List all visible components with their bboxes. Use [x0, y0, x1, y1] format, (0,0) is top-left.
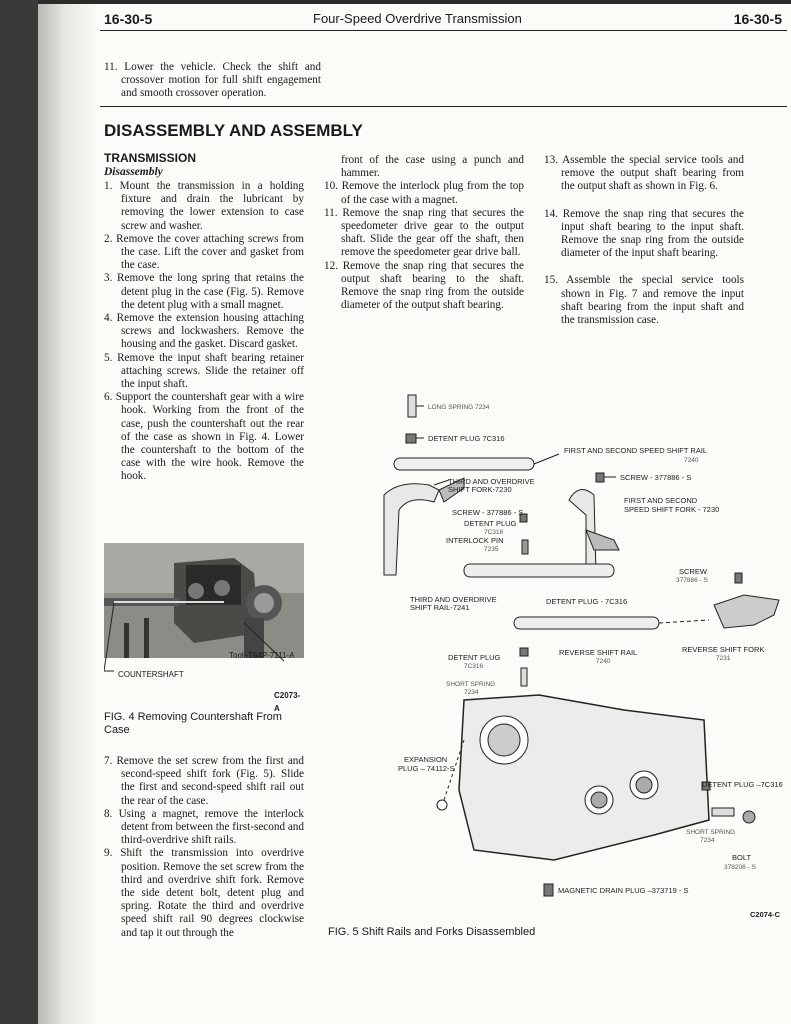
step-15: 15. Assemble the special service tools shown in Fig. 7 and remove the input shaft bearing from the input shaft and the transmission case.	[544, 274, 744, 327]
section-rule	[100, 106, 787, 107]
label-expansion-plug-num: PLUG – 74112-S	[398, 764, 455, 773]
page-title: Four-Speed Overdrive Transmission	[313, 11, 522, 26]
label-detent-plug-left-num: 7C316	[464, 663, 484, 670]
label-detent-plug-top: DETENT PLUG 7C316	[428, 434, 505, 443]
step-7: 7. Remove the set screw from the first and second-speed shift fork (Fig. 5). Slide the first and second-speed shift rail out the rear of the case.	[104, 755, 304, 807]
label-interlock-pin-num: 7235	[484, 546, 499, 553]
label-screw-right: SCREW	[679, 567, 707, 576]
steps-column-2	[324, 154, 524, 312]
fig4-countershaft-label: COUNTERSHAFT	[118, 670, 184, 679]
label-expansion-plug: EXPANSION	[404, 755, 448, 764]
page-number-left: 16-30-5	[104, 11, 153, 27]
label-bolt-num: 378206 - S	[724, 864, 756, 871]
fig4-code: C2073-A	[274, 691, 301, 713]
subsubsection-title: Disassembly	[104, 166, 163, 178]
page-number-right: 16-30-5	[733, 11, 782, 27]
label-first-second-rail-num: 7240	[684, 457, 699, 464]
fig4-photo	[104, 543, 304, 713]
fig4-caption: FIG. 4 Removing Countershaft From Case	[104, 711, 282, 736]
long-spring-part	[408, 395, 416, 417]
label-detent-plug-left: DETENT PLUG	[448, 653, 501, 662]
label-third-od-fork: THIRD AND OVERDRIVE	[448, 477, 535, 486]
label-interlock-pin: INTERLOCK PIN	[446, 536, 504, 545]
label-third-od-rail: THIRD AND OVERDRIVE	[410, 595, 497, 604]
step-9: 9. Shift the transmission into overdrive position. Remove the set screw from the third and overdrive shift fork. Remove the side detent bolt, detent plug and spring. Rotate the third and overdrive speed shift rail 90 degrees clockwise and tap it out through the	[104, 847, 304, 939]
label-first-second-rail: FIRST AND SECOND SPEED SHIFT RAIL	[564, 446, 708, 455]
steps-column-1b	[104, 755, 304, 940]
label-first-second-fork-num: SPEED SHIFT FORK - 7230	[624, 505, 720, 514]
step-8: 8. Using a magnet, remove the interlock detent from between the first-second and third-overdrive shift rails.	[104, 807, 304, 847]
step-13: 13. Assemble the special service tools and remove the output shaft bearing from the output shaft as shown in Fig. 6.	[544, 154, 744, 193]
header-rule	[100, 30, 787, 31]
section-title: DISASSEMBLY AND ASSEMBLY	[104, 121, 363, 140]
label-short-spring: SHORT SPRING	[446, 681, 496, 688]
steps-column-3	[544, 154, 744, 327]
label-screw-right-num: 377886 - S	[676, 577, 708, 584]
binding-shadow	[38, 0, 100, 1024]
manual-page	[38, 0, 791, 1024]
label-first-second-fork: FIRST AND SECOND	[624, 496, 698, 505]
fig5-diagram	[324, 390, 784, 920]
label-magnetic-drain: MAGNETIC DRAIN PLUG –373719 - S	[558, 886, 689, 895]
label-detent-plug-mid-num: 7C316	[484, 529, 504, 536]
step-1: 1. Mount the transmission in a holding fixture and drain the lubricant by removing the lower extension to case screw and washer.	[104, 180, 304, 232]
step-9-continued: front of the case using a punch and hammer.	[341, 154, 524, 180]
steps-column-1a	[104, 180, 304, 484]
label-screw-top: SCREW - 377886 - S	[620, 473, 692, 482]
label-screw-left: SCREW - 377886 - S	[452, 508, 524, 517]
label-reverse-fork-num: 7231	[716, 655, 731, 662]
label-detent-plug-case: DETENT PLUG –7C316	[702, 780, 783, 789]
step-6: 6. Support the countershaft gear with a wire hook. Working from the front of the case, push the countershaft out the rear of the case as shown in Fig. 4. Lower the countershaft to the bottom of the case with the wire hook. Remove the hook.	[104, 391, 304, 483]
label-reverse-rail: REVERSE SHIFT RAIL	[559, 648, 638, 657]
fig5-code: C2074-C	[750, 910, 781, 919]
fig5-caption: FIG. 5 Shift Rails and Forks Disassembled	[328, 926, 536, 938]
step-12: 12. Remove the snap ring that secures the output shaft bearing to the shaft. Remove the snap ring from the outside diameter of the output shaft bearing.	[324, 259, 524, 312]
step-5: 5. Remove the input shaft bearing retainer attaching screws. Slide the retainer off the input shaft.	[104, 351, 304, 391]
label-reverse-fork: REVERSE SHIFT FORK	[682, 645, 765, 654]
step-4: 4. Remove the extension housing attaching screws and lockwashers. Remove the housing and the gasket. Discard gasket.	[104, 312, 304, 351]
step-10: 10. Remove the interlock plug from the top of the case with a magnet.	[324, 180, 524, 206]
label-long-spring: LONG SPRING 7234	[428, 404, 490, 411]
label-detent-plug-c: DETENT PLUG - 7C316	[546, 597, 628, 606]
subsection-title: TRANSMISSION	[104, 151, 197, 165]
label-detent-plug-mid: DETENT PLUG	[464, 519, 517, 528]
label-short-spring-case: SHORT SPRING	[686, 829, 736, 836]
label-short-spring-num: 7234	[464, 689, 479, 696]
label-short-spring-case-num: 7234	[700, 837, 715, 844]
step-3: 3. Remove the long spring that retains the detent plug in the case (Fig. 5). Remove the detent plug with a small magnet.	[104, 272, 304, 311]
label-bolt: BOLT	[732, 853, 752, 862]
fig4-tool-label: Tool–T64P-7111-A	[229, 651, 295, 660]
step-2: 2. Remove the cover attaching screws from the case. Lift the cover and gasket from the case.	[104, 232, 304, 272]
step-11: 11. Remove the snap ring that secures the speedometer drive gear to the output shaft. Slide the gear off the shaft, then remove the speedometer gear drive ball.	[324, 206, 524, 259]
top-edge	[38, 0, 791, 4]
step-14: 14. Remove the snap ring that secures the input shaft bearing to the input shaft. Remove the snap ring from the outside diameter of the input shaft bearing.	[544, 207, 744, 260]
label-third-od-rail-num: SHIFT RAIL-7241	[410, 603, 470, 612]
intro-step: 11. Lower the vehicle. Check the shift and crossover motion for full shift engagement and smooth crossover operation.	[104, 61, 321, 100]
label-third-od-fork-num: SHIFT FORK-7230	[448, 485, 512, 494]
label-reverse-rail-num: 7240	[596, 658, 611, 665]
